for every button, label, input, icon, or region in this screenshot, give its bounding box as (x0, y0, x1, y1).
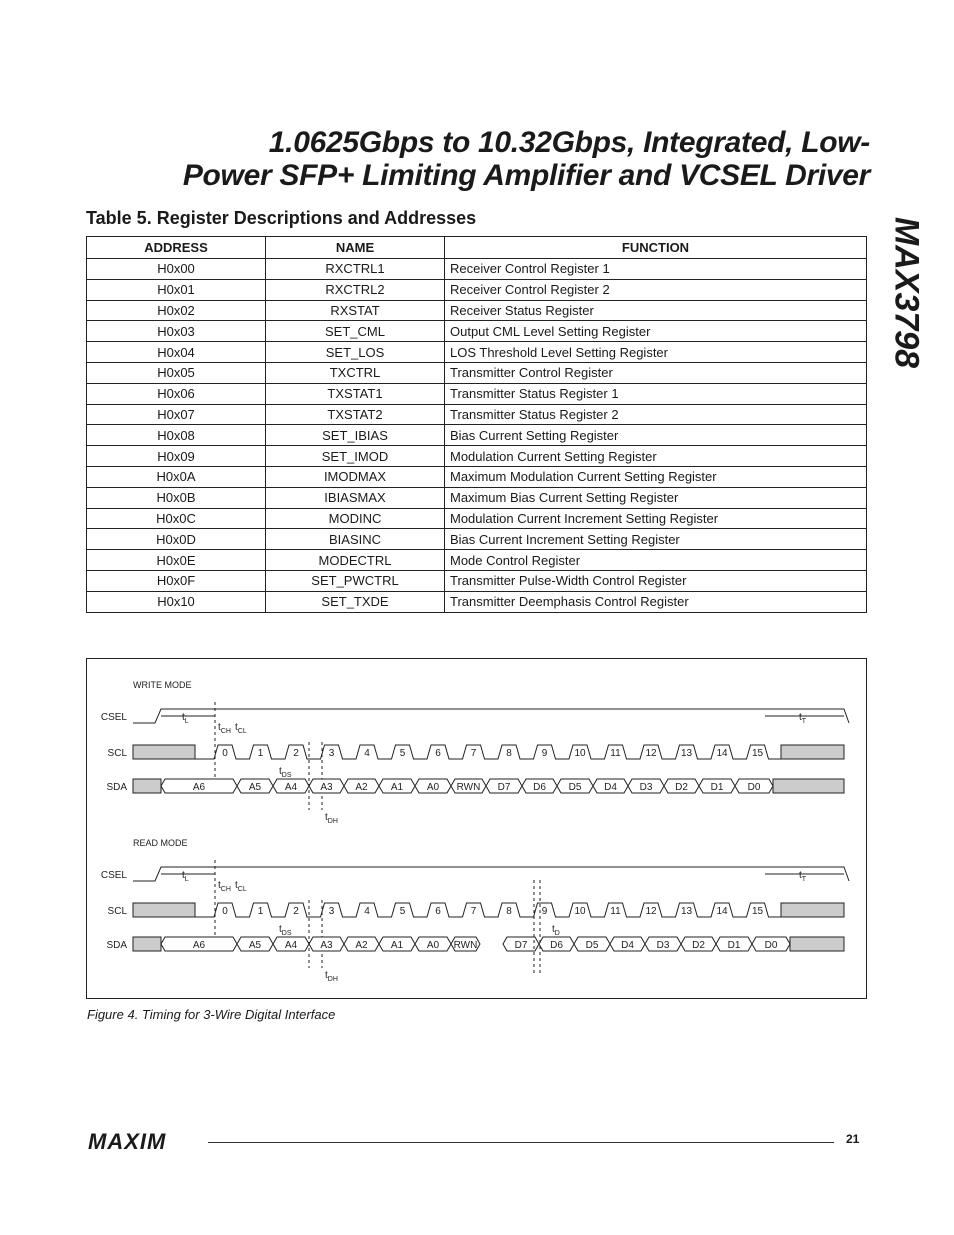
sda-bit-label: D3 (639, 782, 653, 793)
tds-label-sub: DS (281, 772, 292, 779)
sda-bit-label: D7 (514, 940, 528, 951)
clock-label: 3 (328, 748, 335, 759)
clock-label: 9 (541, 748, 548, 759)
clock-label: 0 (222, 906, 228, 917)
clock-label: 10 (574, 748, 586, 759)
tcl-label-sub: CL (237, 728, 247, 735)
clock-label: 12 (645, 748, 657, 759)
title-line-2: Power SFP+ Limiting Amplifier and VCSEL Driver (182, 159, 870, 192)
mode-title: WRITE MODE (133, 680, 192, 690)
cell-name: TXCTRL (266, 362, 445, 383)
table-row (87, 487, 867, 508)
cell-address: H0x03 (87, 321, 266, 342)
table-row (87, 342, 867, 363)
cell-address: H0x05 (87, 362, 266, 383)
figure-caption: Figure 4. Timing for 3-Wire Digital Interface (87, 1007, 336, 1022)
sda-bit-label: A0 (426, 940, 440, 951)
tch-label-sub: CH (220, 728, 231, 735)
timing-diagram (86, 658, 867, 999)
tt-label-sub: T (801, 876, 807, 883)
clock-label: 4 (364, 906, 370, 917)
sda-bit-label: A4 (284, 940, 298, 951)
tt-label-sub: T (801, 718, 807, 725)
table-row (87, 529, 867, 550)
cell-function: Transmitter Status Register 2 (445, 404, 867, 425)
sda-bit-label: D7 (497, 782, 511, 793)
header-address: ADDRESS (87, 237, 266, 259)
sda-bit-label: D0 (747, 782, 761, 793)
cell-function: Transmitter Control Register (445, 362, 867, 383)
cell-function: Bias Current Increment Setting Register (445, 529, 867, 550)
table-row (87, 321, 867, 342)
tch-label (218, 880, 231, 893)
cell-address: H0x00 (87, 259, 266, 280)
cell-function: Modulation Current Setting Register (445, 446, 867, 467)
cell-name: IMODMAX (266, 466, 445, 487)
cell-function: Output CML Level Setting Register (445, 321, 867, 342)
cell-name: SET_IBIAS (266, 425, 445, 446)
tds-label (279, 766, 292, 779)
tds-label-t: t (279, 766, 282, 777)
sda-bit-label: A3 (320, 782, 333, 793)
tt-label (799, 712, 807, 725)
footer-rule (208, 1142, 834, 1143)
tdh-label-sub: DH (327, 976, 338, 983)
clock-label: 10 (574, 906, 586, 917)
tl-label-t: t (182, 712, 185, 723)
cell-address: H0x07 (87, 404, 266, 425)
tch-label-t: t (218, 880, 221, 891)
table-row (87, 591, 867, 612)
signal-label-scl: SCL (107, 906, 127, 917)
cell-function: Receiver Control Register 2 (445, 279, 867, 300)
sda-idle-end (773, 779, 844, 793)
clock-label: 4 (364, 748, 370, 759)
tt-label (799, 870, 807, 883)
tcl-label (235, 722, 247, 735)
clock-label: 13 (680, 906, 693, 917)
sda-bit-label: D5 (568, 782, 582, 793)
cell-name: SET_PWCTRL (266, 570, 445, 591)
cell-address: H0x01 (87, 279, 266, 300)
clock-label: 5 (399, 748, 406, 759)
signal-label-scl: SCL (107, 748, 127, 759)
sda-idle-start (133, 779, 161, 793)
tdh-label-t: t (325, 970, 328, 981)
cell-address: H0x02 (87, 300, 266, 321)
cell-address: H0x0F (87, 570, 266, 591)
cell-name: SET_TXDE (266, 591, 445, 612)
sda-bit-label: RWN (453, 940, 478, 951)
header-function: FUNCTION (445, 237, 867, 259)
header-name: NAME (266, 237, 445, 259)
clock-label: 9 (541, 906, 548, 917)
cell-function: Receiver Control Register 1 (445, 259, 867, 280)
csel-waveform (133, 709, 849, 723)
part-number-tab (876, 215, 936, 385)
tch-label-sub: CH (220, 886, 231, 893)
sda-bit-label: A4 (284, 782, 298, 793)
cell-name: SET_IMOD (266, 446, 445, 467)
sda-bit-label: A5 (248, 782, 262, 793)
td-label-t: t (552, 924, 555, 935)
cell-function: Transmitter Pulse-Width Control Register (445, 570, 867, 591)
tcl-label (235, 880, 247, 893)
clock-label: 7 (470, 906, 477, 917)
clock-label: 13 (680, 748, 693, 759)
sda-bit-label: D3 (656, 940, 670, 951)
cell-name: TXSTAT1 (266, 383, 445, 404)
tds-label-sub: DS (281, 930, 292, 937)
scl-idle-end (781, 903, 844, 917)
sda-bit-label: D5 (585, 940, 599, 951)
table-row (87, 300, 867, 321)
signal-label-sda: SDA (106, 940, 127, 951)
scl-idle-start (133, 745, 195, 759)
register-table (86, 236, 867, 613)
tds-label (279, 924, 292, 937)
cell-function: LOS Threshold Level Setting Register (445, 342, 867, 363)
table-row (87, 279, 867, 300)
clock-label: 6 (435, 906, 441, 917)
signal-label-sda: SDA (106, 782, 127, 793)
tl-label-sub: L (184, 718, 189, 725)
cell-name: SET_LOS (266, 342, 445, 363)
clock-label: 14 (716, 748, 728, 759)
cell-function: Receiver Status Register (445, 300, 867, 321)
part-number: MAX3798 (887, 216, 926, 369)
scl-waveform (195, 745, 781, 759)
cell-function: Transmitter Deemphasis Control Register (445, 591, 867, 612)
table-row (87, 383, 867, 404)
signal-label-csel: CSEL (100, 870, 127, 881)
sda-bit-label: D1 (710, 782, 724, 793)
tcl-label-sub: CL (237, 886, 247, 893)
cell-name: BIASINC (266, 529, 445, 550)
page-title (60, 126, 870, 192)
clock-label: 14 (716, 906, 728, 917)
cell-address: H0x06 (87, 383, 266, 404)
sda-bit-label: D4 (604, 782, 617, 793)
sda-bit-label: D6 (533, 782, 546, 793)
clock-label: 8 (506, 906, 512, 917)
sda-bit-label: A6 (192, 940, 206, 951)
clock-label: 2 (293, 748, 299, 759)
table-row (87, 570, 867, 591)
cell-address: H0x09 (87, 446, 266, 467)
clock-label: 11 (610, 748, 621, 759)
cell-name: SET_CML (266, 321, 445, 342)
cell-address: H0x0D (87, 529, 266, 550)
clock-label: 8 (506, 748, 512, 759)
tl-label (182, 870, 189, 883)
clock-label: 1 (257, 748, 264, 759)
tdh-label (325, 970, 338, 983)
page-number: 21 (846, 1132, 860, 1146)
sda-bit-label: D4 (621, 940, 634, 951)
sda-bit-label: D2 (675, 782, 688, 793)
scl-idle-start (133, 903, 195, 917)
tt-label-t: t (799, 712, 802, 723)
tt-label-t: t (799, 870, 802, 881)
cell-function: Mode Control Register (445, 550, 867, 571)
sda-bit-label: A3 (320, 940, 333, 951)
cell-name: RXCTRL1 (266, 259, 445, 280)
cell-function: Maximum Bias Current Setting Register (445, 487, 867, 508)
clock-label: 11 (610, 906, 621, 917)
tch-label (218, 722, 231, 735)
cell-address: H0x0A (87, 466, 266, 487)
cell-name: TXSTAT2 (266, 404, 445, 425)
tl-label-sub: L (184, 876, 189, 883)
cell-name: RXSTAT (266, 300, 445, 321)
td-label (552, 924, 560, 937)
cell-function: Bias Current Setting Register (445, 425, 867, 446)
clock-label: 2 (293, 906, 299, 917)
sda-bit-label: A5 (248, 940, 262, 951)
csel-waveform (133, 867, 849, 881)
td-label-sub: D (554, 930, 560, 937)
sda-bit-label: D2 (692, 940, 705, 951)
sda-idle-start (133, 937, 161, 951)
cell-address: H0x08 (87, 425, 266, 446)
scl-waveform (195, 903, 781, 917)
clock-label: 12 (645, 906, 657, 917)
cell-name: MODINC (266, 508, 445, 529)
cell-address: H0x0C (87, 508, 266, 529)
tds-label-t: t (279, 924, 282, 935)
cell-address: H0x0B (87, 487, 266, 508)
sda-bit-label: A2 (355, 940, 368, 951)
clock-label: 3 (328, 906, 335, 917)
tcl-label-t: t (235, 722, 238, 733)
sda-bit-label: RWN (456, 782, 481, 793)
clock-label: 0 (222, 748, 228, 759)
cell-address: H0x0E (87, 550, 266, 571)
sda-idle-end (790, 937, 844, 951)
sda-bit-label: A0 (426, 782, 440, 793)
cell-name: MODECTRL (266, 550, 445, 571)
clock-label: 5 (399, 906, 406, 917)
sda-bit-label: A1 (390, 782, 404, 793)
sda-bit-label: D1 (727, 940, 741, 951)
signal-label-csel: CSEL (100, 712, 127, 723)
clock-label: 6 (435, 748, 441, 759)
tdh-label-t: t (325, 812, 328, 823)
title-line-1: 1.0625Gbps to 10.32Gbps, Integrated, Low- (268, 126, 870, 159)
tl-label-t: t (182, 870, 185, 881)
table-header-row (87, 237, 867, 259)
tch-label-t: t (218, 722, 221, 733)
table-row (87, 446, 867, 467)
cell-address: H0x04 (87, 342, 266, 363)
cell-name: RXCTRL2 (266, 279, 445, 300)
sda-bit-label: A2 (355, 782, 368, 793)
sda-bit-label: A1 (390, 940, 404, 951)
table-caption: Table 5. Register Descriptions and Addresses (86, 208, 477, 228)
table-row (87, 508, 867, 529)
cell-name: IBIASMAX (266, 487, 445, 508)
table-row (87, 259, 867, 280)
table-row (87, 550, 867, 571)
sda-bit-label: A6 (192, 782, 206, 793)
clock-label: 15 (751, 906, 764, 917)
sda-bit-label: D0 (764, 940, 778, 951)
clock-label: 1 (257, 906, 264, 917)
cell-function: Transmitter Status Register 1 (445, 383, 867, 404)
clock-label: 7 (470, 748, 477, 759)
mode-title: READ MODE (133, 838, 188, 848)
table-row (87, 362, 867, 383)
cell-function: Modulation Current Increment Setting Register (445, 508, 867, 529)
table-row (87, 425, 867, 446)
tdh-label-sub: DH (327, 818, 338, 825)
table-row (87, 466, 867, 487)
cell-address: H0x10 (87, 591, 266, 612)
clock-label: 15 (751, 748, 764, 759)
tcl-label-t: t (235, 880, 238, 891)
sda-bit-label: D6 (550, 940, 563, 951)
tdh-label (325, 812, 338, 825)
tl-label (182, 712, 189, 725)
cell-function: Maximum Modulation Current Setting Register (445, 466, 867, 487)
scl-idle-end (781, 745, 844, 759)
table-row (87, 404, 867, 425)
maxim-logo: MAXIM (88, 1129, 167, 1154)
